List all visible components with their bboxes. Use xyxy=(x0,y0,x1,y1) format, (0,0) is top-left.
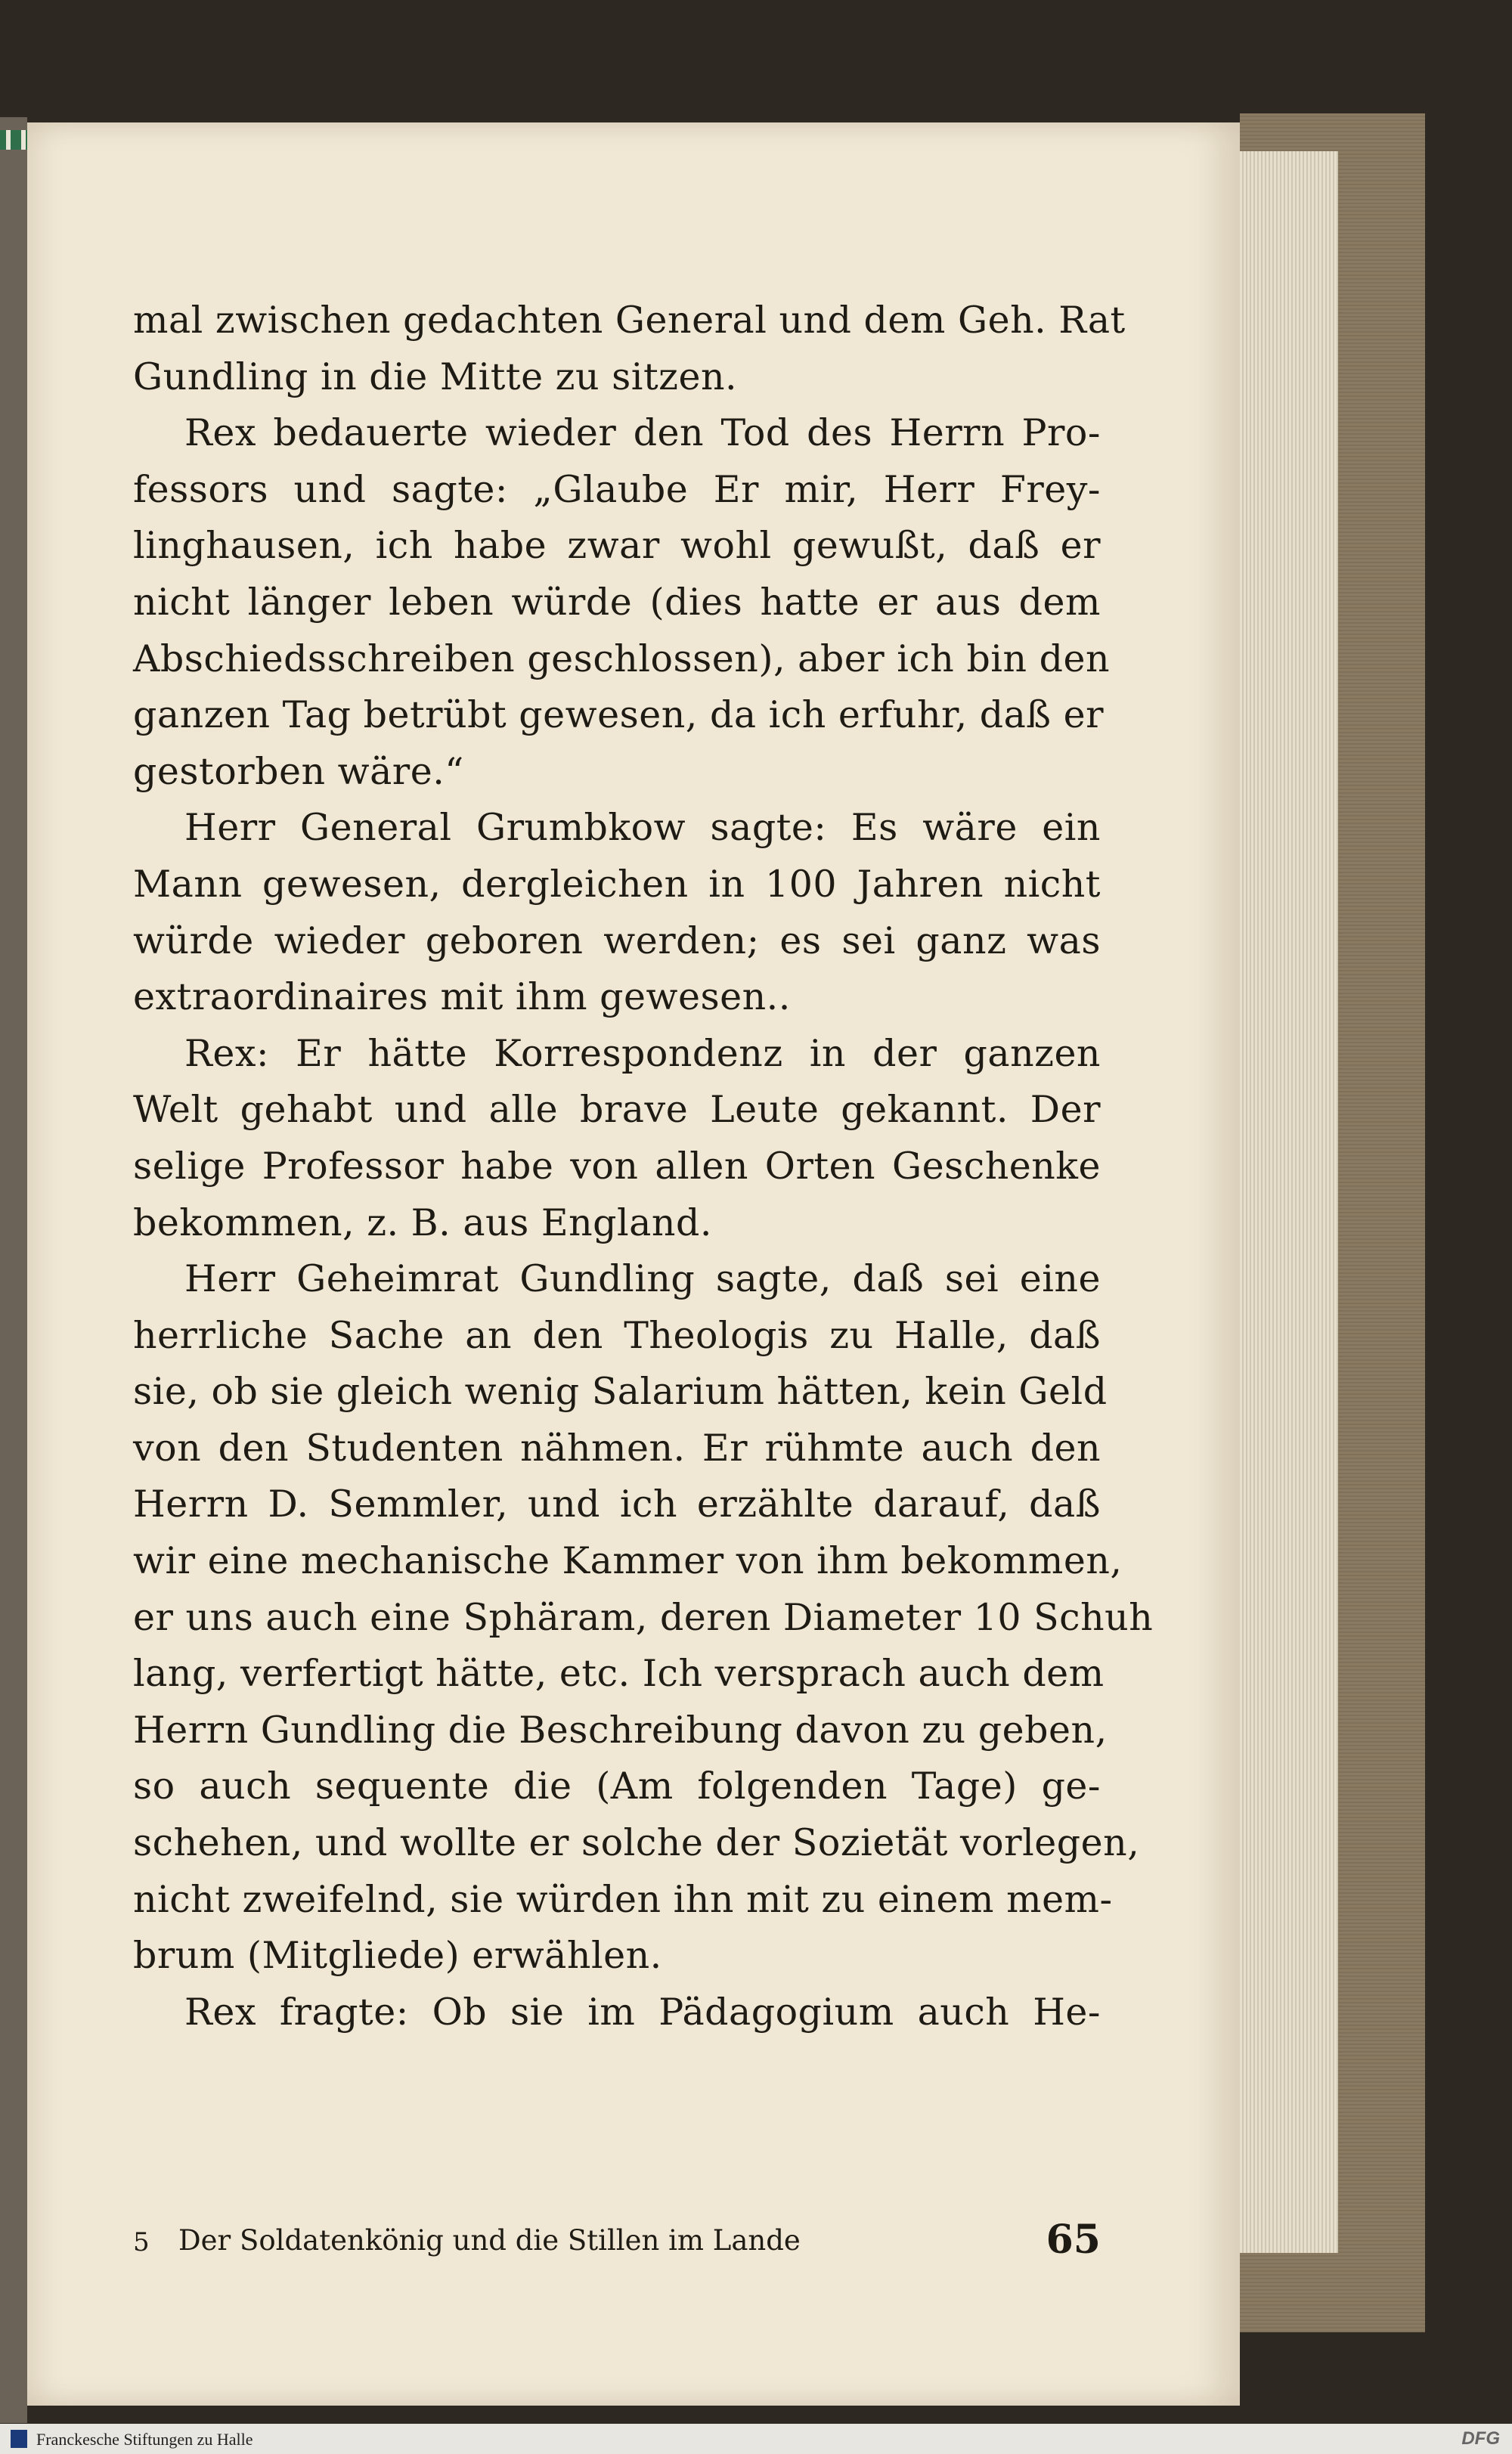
text-line: fessors und sagte: „Glaube Er mir, Herr Frey- xyxy=(133,467,1101,511)
text-line: selige Professor habe von allen Orten Geschenke xyxy=(133,1144,1101,1188)
text-line: extraordinaires mit ihm gewesen.. xyxy=(133,975,791,1019)
text-line: linghausen, ich habe zwar wohl gewußt, daß er xyxy=(133,524,1101,568)
text-line: schehen, und wollte er solche der Sozietät vorlegen, xyxy=(133,1821,1140,1865)
text-line: Herr Geheimrat Gundling sagte, daß sei eine xyxy=(184,1257,1101,1301)
running-title: Der Soldatenkönig und die Stillen im Lande xyxy=(178,2224,801,2257)
viewer-footer-bar xyxy=(0,2424,1512,2454)
page-edges xyxy=(1240,151,1338,2253)
text-line: Mann gewesen, dergleichen in 100 Jahren nicht xyxy=(133,862,1101,906)
text-line: Rex: Er hätte Korrespondenz in der ganzen xyxy=(184,1031,1101,1075)
text-line: würde wieder geboren werden; es sei ganz was xyxy=(133,919,1101,962)
text-line: Welt gehabt und alle brave Leute gekannt. Der xyxy=(133,1088,1101,1132)
page-footer xyxy=(133,2217,1101,2270)
text-line: lang, verfertigt hätte, etc. Ich versprach auch dem xyxy=(133,1652,1105,1696)
text-line: Rex fragte: Ob sie im Pädagogium auch He- xyxy=(184,1990,1101,2034)
text-line: herrliche Sache an den Theologis zu Halle, daß xyxy=(133,1313,1101,1357)
text-line: von den Studenten nähmen. Er rühmte auch den xyxy=(133,1426,1101,1470)
book-page xyxy=(27,122,1240,2406)
text-line: sie, ob sie gleich wenig Salarium hätten, kein Geld xyxy=(133,1370,1108,1414)
dfg-watermark: DFG xyxy=(1461,2428,1500,2449)
text-line: Herrn D. Semmler, und ich erzählte darauf, daß xyxy=(133,1483,1101,1526)
institution-logo-icon xyxy=(11,2430,27,2448)
text-line: Rex bedauerte wieder den Tod des Herrn Pro- xyxy=(184,411,1101,455)
body-text xyxy=(133,293,1154,2040)
text-line: Gundling in die Mitte zu sitzen. xyxy=(133,355,738,398)
text-line: mal zwischen gedachten General und dem Geh. Rat xyxy=(133,299,1126,342)
text-line: er uns auch eine Sphäram, deren Diameter 10 Schuh xyxy=(133,1595,1154,1639)
text-line: Herr General Grumbkow sagte: Es wäre ein xyxy=(184,806,1101,850)
text-line: nicht länger leben würde (dies hatte er aus dem xyxy=(133,580,1101,624)
spine-edge xyxy=(0,117,27,2423)
text-line: wir eine mechanische Kammer von ihm bekommen, xyxy=(133,1539,1123,1583)
text-line: Herrn Gundling die Beschreibung davon zu geben, xyxy=(133,1708,1108,1752)
text-line: nicht zweifelnd, sie würden ihn mit zu einem mem- xyxy=(133,1877,1113,1921)
text-line: ganzen Tag betrübt gewesen, da ich erfuhr, daß er xyxy=(133,693,1105,737)
text-line: Abschiedsschreiben geschlossen), aber ich bin den xyxy=(133,637,1111,680)
institution-name: Franckesche Stiftungen zu Halle xyxy=(36,2430,253,2449)
text-line: brum (Mitgliede) erwählen. xyxy=(133,1934,662,1978)
text-line: bekommen, z. B. aus England. xyxy=(133,1201,712,1244)
signature-mark: 5 xyxy=(133,2227,150,2257)
page-number: 65 xyxy=(1046,2217,1101,2263)
text-line: gestorben wäre.“ xyxy=(133,749,464,793)
text-line: so auch sequente die (Am folgenden Tage) ge- xyxy=(133,1765,1101,1808)
